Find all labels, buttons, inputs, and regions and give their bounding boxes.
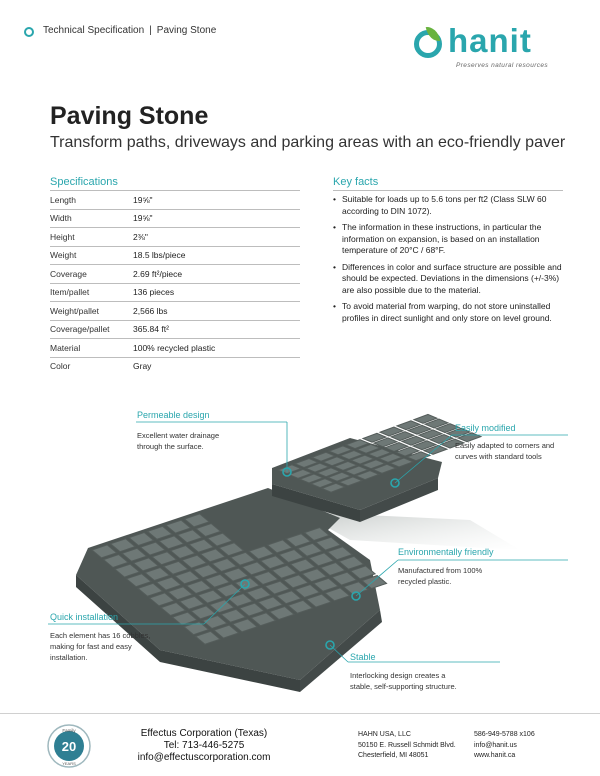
breadcrumb-section: Technical Specification bbox=[43, 25, 145, 36]
family-20-years-badge-icon bbox=[46, 723, 92, 769]
page-title: Paving Stone bbox=[50, 102, 209, 130]
callout-environment-title: Environmentally friendly bbox=[398, 547, 494, 557]
spec-value: 365.84 ft² bbox=[133, 320, 300, 339]
key-facts-list bbox=[333, 194, 563, 329]
callout-line: through the surface. bbox=[137, 442, 204, 451]
callout-permeable-title: Permeable design bbox=[137, 410, 210, 420]
list-item: • Suitable for loads up to 5.6 tons per ft2 (Class SLW 60 according to DIN 1072). bbox=[333, 194, 563, 217]
breadcrumb bbox=[43, 25, 216, 36]
list-item: • To avoid material from warping, do not store uninstalled profiles in direct sunlight and only store on level ground. bbox=[333, 301, 563, 324]
footer-divider bbox=[0, 713, 600, 714]
callout-modified-title: Easily modified bbox=[455, 423, 516, 433]
spec-label: Item/pallet bbox=[50, 283, 133, 302]
callout-line: Interlocking design creates a bbox=[350, 671, 446, 680]
logo-tagline: Preserves natural resources bbox=[456, 62, 549, 69]
facts-divider bbox=[333, 190, 563, 191]
breadcrumb-page: Paving Stone bbox=[156, 25, 217, 36]
callout-line: making for fast and easy bbox=[50, 642, 132, 651]
callout-stable-title: Stable bbox=[350, 652, 376, 662]
spec-value: Gray bbox=[133, 361, 152, 372]
logo-word: hanit bbox=[448, 22, 532, 59]
hanit-logo bbox=[414, 22, 554, 76]
company-phone: Tel: 713-446-5275 bbox=[163, 740, 245, 751]
spec-label: Weight bbox=[50, 246, 133, 265]
table-row bbox=[50, 191, 300, 209]
contact-block bbox=[474, 730, 535, 762]
list-item: • The information in these instructions, in particular the information on expansion, is based on an installation temperature of 20°C / 68°F. bbox=[333, 222, 563, 257]
spec-label: Weight/pallet bbox=[50, 302, 133, 321]
contact-web[interactable]: www.hanit.ca bbox=[474, 752, 516, 759]
spec-label: Color bbox=[50, 361, 71, 372]
spec-value: 19⅝" bbox=[133, 191, 300, 209]
company-name: Effectus Corporation (Texas) bbox=[140, 728, 268, 739]
circle-bullet-icon bbox=[24, 27, 34, 37]
table-row bbox=[50, 265, 300, 284]
callout-line: Excellent water drainage bbox=[137, 431, 220, 440]
callout-line: stable, self-supporting structure. bbox=[350, 682, 457, 691]
callout-permeable-text bbox=[137, 430, 219, 452]
contact-phone: 586-949-5788 x106 bbox=[474, 731, 535, 738]
table-row bbox=[50, 228, 300, 247]
table-row bbox=[50, 283, 300, 302]
callout-line: Manufactured from 100% bbox=[398, 566, 483, 575]
spec-value: 18.5 lbs/piece bbox=[133, 246, 300, 265]
callout-line: recycled plastic. bbox=[398, 577, 452, 586]
contact-email[interactable]: info@hanit.us bbox=[474, 741, 517, 749]
spec-value: 19⅝" bbox=[133, 209, 300, 228]
spec-value: 2,566 lbs bbox=[133, 302, 300, 321]
badge-number: 20 bbox=[61, 739, 77, 754]
hahn-street: 50150 E. Russell Schmidt Blvd. bbox=[358, 741, 456, 749]
hahn-city: Chesterfield, MI 48051 bbox=[358, 752, 429, 759]
table-row bbox=[50, 357, 300, 375]
table-row bbox=[50, 209, 300, 228]
callout-quick-title: Quick installation bbox=[50, 612, 119, 622]
spec-label: Material bbox=[50, 339, 133, 358]
spec-label: Coverage/pallet bbox=[50, 320, 133, 339]
badge-top-text: Family bbox=[62, 728, 76, 733]
spec-label: Width bbox=[50, 209, 133, 228]
callout-line: Easily adapted to corners and bbox=[455, 441, 555, 450]
spec-label: Length bbox=[50, 191, 133, 209]
table-row bbox=[50, 339, 300, 358]
callout-line: installation. bbox=[50, 653, 88, 662]
table-row bbox=[50, 246, 300, 265]
company-block bbox=[124, 728, 284, 764]
callout-stable-text bbox=[350, 670, 457, 692]
spec-value: 136 pieces bbox=[133, 283, 300, 302]
callout-modified-text bbox=[455, 440, 554, 462]
callout-environment-text bbox=[398, 565, 482, 587]
page-subtitle: Transform paths, driveways and parking areas with an eco-friendly paver bbox=[50, 134, 566, 151]
callout-quick-text bbox=[50, 630, 150, 663]
breadcrumb-separator: | bbox=[149, 25, 152, 36]
hahn-name: HAHN USA, LLC bbox=[358, 731, 411, 738]
spec-value: 100% recycled plastic bbox=[133, 339, 300, 358]
table-row bbox=[50, 320, 300, 339]
spec-label: Coverage bbox=[50, 265, 133, 284]
callout-line: curves with standard tools bbox=[455, 452, 542, 461]
spec-table bbox=[50, 191, 300, 375]
badge-bottom-text: YEARS bbox=[62, 761, 76, 766]
key-facts-heading: Key facts bbox=[333, 176, 379, 188]
spec-label: Height bbox=[50, 228, 133, 247]
specifications-heading: Specifications bbox=[50, 176, 118, 188]
table-row bbox=[50, 302, 300, 321]
list-item: • Differences in color and surface structure are possible and should be expected. Deviations in the dimensions (+/-3%) are also possible due to the material. bbox=[333, 262, 563, 297]
hahn-address bbox=[358, 730, 456, 762]
company-email[interactable]: info@effectuscorporation.com bbox=[137, 752, 271, 763]
callout-line: Each element has 16 cobbles, bbox=[50, 631, 151, 640]
spec-value: 2⅜" bbox=[133, 228, 300, 247]
spec-value: 2.69 ft²/piece bbox=[133, 265, 300, 284]
